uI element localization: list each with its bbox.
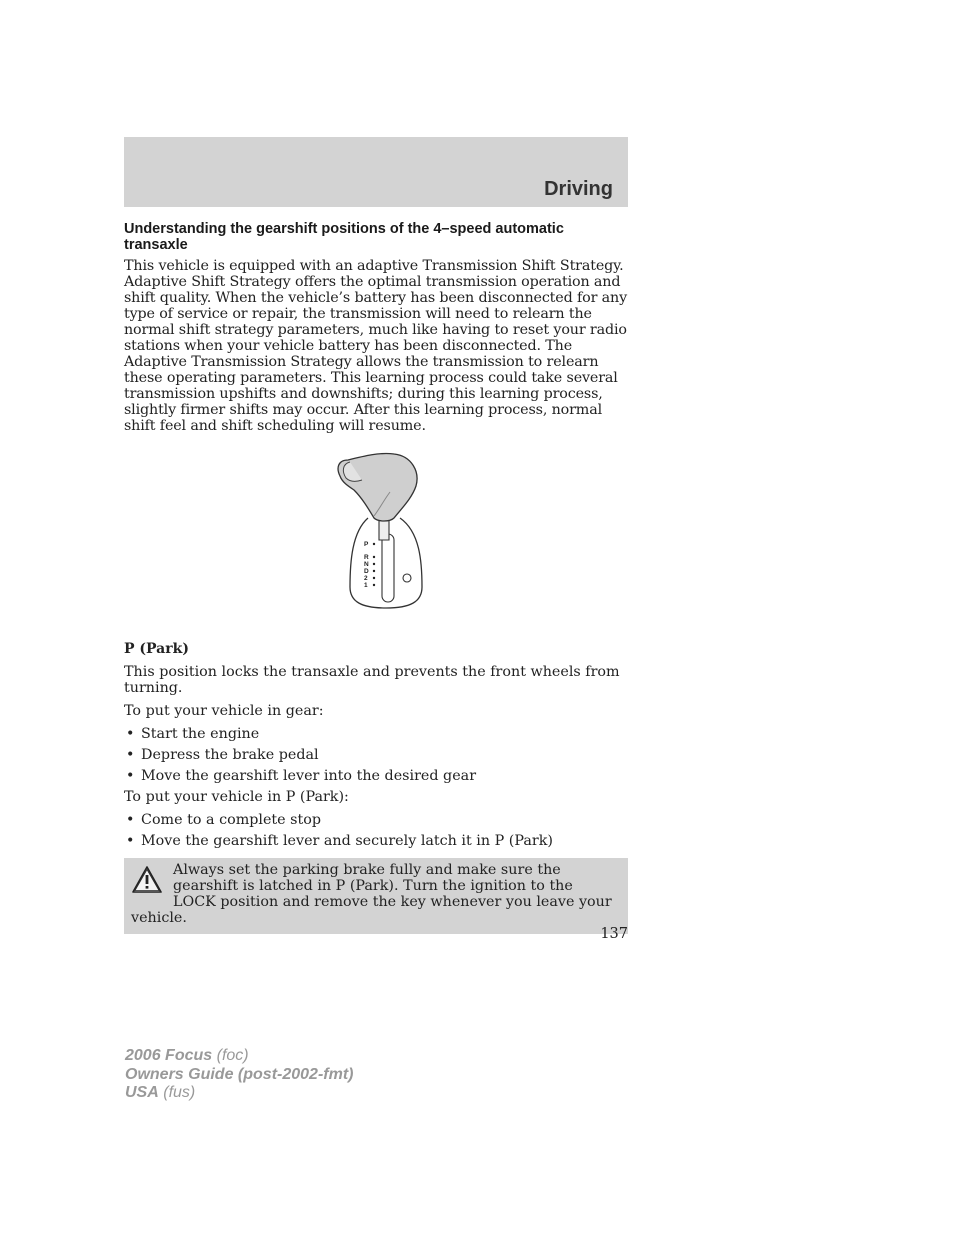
warning-text: Always set the parking brake fully and make sure the gearshift is latched in P (Park). Turn the ignition to the LOCK position and remove the key whenever you leave your vehicle. [131, 862, 612, 926]
intro-paragraph: This vehicle is equipped with an adaptive Transmission Shift Strategy. Adaptive Shift Strategy offers the optimal transmission operation and shift quality. When the vehicle’s battery has been disconnected for any type of service or repair, the transmission will need to relearn the normal shift strategy parameters, much like having to reset your radio stations when your vehicle battery has been disconnected. The Adaptive Transmission Strategy allows the transmission to relearn these operating parameters. This learning process could take several transmission upshifts and downshifts; during this learning process, slightly firmer shifts may occur. After this learning process, normal shift feel and shift scheduling will resume. [124, 258, 628, 434]
gear-label-first: 1 [364, 582, 368, 589]
section-title: Driving [544, 178, 613, 200]
gear-label-drive: D [364, 568, 369, 575]
gearshift-lever-icon [334, 452, 424, 612]
gear-label-park: P [364, 541, 369, 548]
park-description: This position locks the transaxle and prevents the front wheels from turning. [124, 664, 620, 696]
gear-instructions-intro: To put your vehicle in gear: [124, 703, 324, 719]
gear-label-neutral: N [364, 561, 369, 568]
park-steps-list [124, 812, 628, 849]
warning-box [124, 858, 628, 934]
page-number: 137 [600, 926, 628, 942]
gearshift-illustration [124, 452, 628, 624]
footer-document-info: 2006 Focus (foc) Owners Guide (post-2002-fmt) USA (fus) [125, 1047, 354, 1101]
list-item: • Depress the brake pedal [126, 747, 319, 763]
warning-triangle-icon [131, 865, 163, 895]
section-header-band [124, 137, 628, 207]
park-instructions-intro: To put your vehicle in P (Park): [124, 789, 349, 805]
gear-label-reverse: R [364, 554, 369, 561]
section-heading: Understanding the gearshift positions of the 4–speed automatic transaxle [124, 221, 564, 253]
gear-steps-list [124, 726, 628, 784]
list-item: • Move the gearshift lever and securely latch it in P (Park) [126, 833, 553, 849]
list-item: • Move the gearshift lever into the desired gear [126, 768, 477, 784]
park-subheading: P (Park) [124, 641, 189, 657]
list-item: • Come to a complete stop [126, 812, 322, 828]
gear-label-second: 2 [364, 575, 368, 582]
page-content [124, 221, 628, 934]
list-item: • Start the engine [126, 726, 260, 742]
